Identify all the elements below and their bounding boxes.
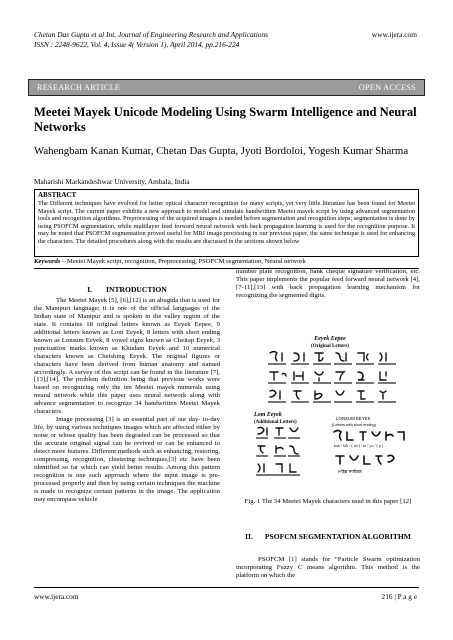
intro-paragraph-2: Image processing [3] is an essential part of our day- to-day life, by using various techniques images which are affected either by noise or whose quality has been degraded can be processed so that the accurate original signal can be revived or can be enhanced to detect more features. Different methods such as enhancing, restoring, compressing, recognition, clustering techniques,[3] etc have been identified so far which can yield better results. Among this pattern recognition is one such approach where the input image is pre-processed properly and then by using certain techniques the machine is made to recognize certain patterns in the image. The application may encompass vehicle bbox=[34, 416, 220, 503]
additional-letters-grid bbox=[258, 427, 298, 472]
lonsum-letters-row bbox=[334, 431, 404, 441]
journal-citation: Chetan Das Gupta et al Int. Journal of Engineering Research and Applications bbox=[34, 30, 269, 39]
author-list: Wahengbam Kanan Kumar, Chetan Das Gupta, Jyoti Bordoloi, Yogesh Kumar Sharma bbox=[34, 145, 409, 157]
section-heading-introduction bbox=[34, 286, 220, 294]
keywords-line bbox=[34, 258, 419, 266]
section-number: II. bbox=[245, 532, 253, 541]
right-column bbox=[236, 268, 420, 300]
page-number: 216 | P a g e bbox=[381, 592, 417, 601]
section-title: INTRODUCTION bbox=[106, 285, 167, 294]
lonsum-eeyek-heading: LONSUM EEYEK bbox=[336, 416, 371, 421]
psofcm-paragraph-1: PSOFCM [1] stands for “Particle Swarm optimization incorporating Fuzzy C means algorithm. This method is the platform on which the bbox=[236, 556, 420, 579]
intro-paragraph-3: number plate recognition, bank cheque signature verification, etc. This paper implements the popular feed forward neural network [4],[7-11],[13] with back propagation learning mechanism for recognizing the segmented digits. bbox=[236, 268, 420, 299]
footer-website[interactable]: www.ijera.com bbox=[34, 592, 79, 601]
page-footer bbox=[34, 592, 417, 601]
abstract-box bbox=[34, 189, 419, 257]
section-number: I. bbox=[87, 285, 93, 294]
lonsum-letters-caption: kok / lok / ( lai ) / ni / yo / ( p ) bbox=[334, 443, 384, 448]
additional-letters-subheading: (Additional Letters) bbox=[254, 420, 297, 425]
open-access-label: OPEN ACCESS bbox=[358, 83, 416, 92]
meetei-mayek-figure bbox=[252, 334, 408, 486]
additional-letter-labels bbox=[256, 437, 300, 476]
paper-title: Meetei Mayek Unicode Modeling Using Swarm Intelligence and Neural Networks bbox=[34, 105, 417, 134]
cheitap-letters-row bbox=[336, 455, 394, 464]
footer-divider bbox=[34, 587, 419, 588]
running-header bbox=[34, 30, 417, 50]
figure-caption: Fig. 1 The 34 Meetei Mayek characters used in this paper [12] bbox=[244, 498, 412, 505]
affiliation: Maharishi Markandeshwar University, Ambala, India bbox=[34, 177, 190, 186]
left-column bbox=[34, 286, 220, 504]
research-article-label: RESEARCH ARTICLE bbox=[37, 83, 121, 92]
cheitap-letters-caption: ਮਾਯੇਕ ਸਾਰੀਗਲ bbox=[338, 469, 362, 474]
letter-name-labels bbox=[268, 363, 396, 403]
journal-website[interactable]: www.ijera.com bbox=[371, 30, 417, 39]
section-heading-psofcm bbox=[236, 532, 420, 542]
character-chart-image bbox=[252, 334, 408, 486]
abstract-heading: ABSTRACT bbox=[38, 191, 77, 199]
keywords-label: Keywords bbox=[34, 258, 61, 265]
original-letters-subheading: (Original Letters) bbox=[311, 344, 349, 349]
intro-paragraph-1: The Meetei Mayek [5], [6],[12] is an abugida that is used for the Manipuri language; it is one of the official languages of the Indian state of Manipur and is spoken in the valley region of the state. It contains 18 original letters known as Eeyek Eepee, 9 additional letters known as Lom Eeyek, 8 letters with short ending known as Lonsum Eeyek, 8 vowel signs known as Cheitap Eeyek, 3 punctuation marks known as Khudam Eeyek and 10 numerical characters known as Cheishing Eeyek. The original figures or characters have been derived from human anatomy and named accordingly. A survey of this script can be found in the literature [7],[13],[14]. The problem definition being that previous works were based on recognizing only the ten Meetei mayek numerals using neural network while this paper uses neural network along with advance segmentation to recognize 34 handwritten Meetei Mayek characters. bbox=[34, 296, 220, 416]
lom-eeyek-heading: Lom Eeyek bbox=[254, 412, 282, 418]
keywords-text: – Meetei Mayek script, recognition, Preprocessing, PSOFCM segmentation, Neural network bbox=[60, 258, 306, 265]
abstract-text: The Different techniques have evolved for better optical character recognition for many scripts, yet very little literature has been found for Meetei Mayek script. The current paper exhibits a new approach to model and simulate handwritten Meetei mayek script by using advanced segmentation tools and recognition algorithms. Preprocessing of the acquired images is needed before segmentation and recognition steps; segmentation is done by using PSOFCM segmentation, while multilayer feed forward neural network with back propagation learning is used for the recognition purpose. It may be noted that PSOFCM segmentation proved useful for MRI image processing in our previous paper, the same technique is used for enhancing the characters. The detailed procedures along with the results are discussed in the sections shown below bbox=[38, 200, 415, 245]
eeyek-eepee-heading: Eeyek Eepee bbox=[314, 336, 346, 342]
article-type-banner bbox=[28, 79, 425, 96]
section-title: PSOFCM SEGMENTATION ALGORITHM bbox=[264, 532, 411, 541]
original-letters-grid bbox=[270, 352, 386, 400]
issn-line: ISSN : 2248-9622, Vol. 4, Issue 4( Version 1), April 2014, pp.216-224 bbox=[34, 40, 240, 49]
lonsum-eeyek-subheading: (Letters with short ending) bbox=[332, 423, 376, 427]
